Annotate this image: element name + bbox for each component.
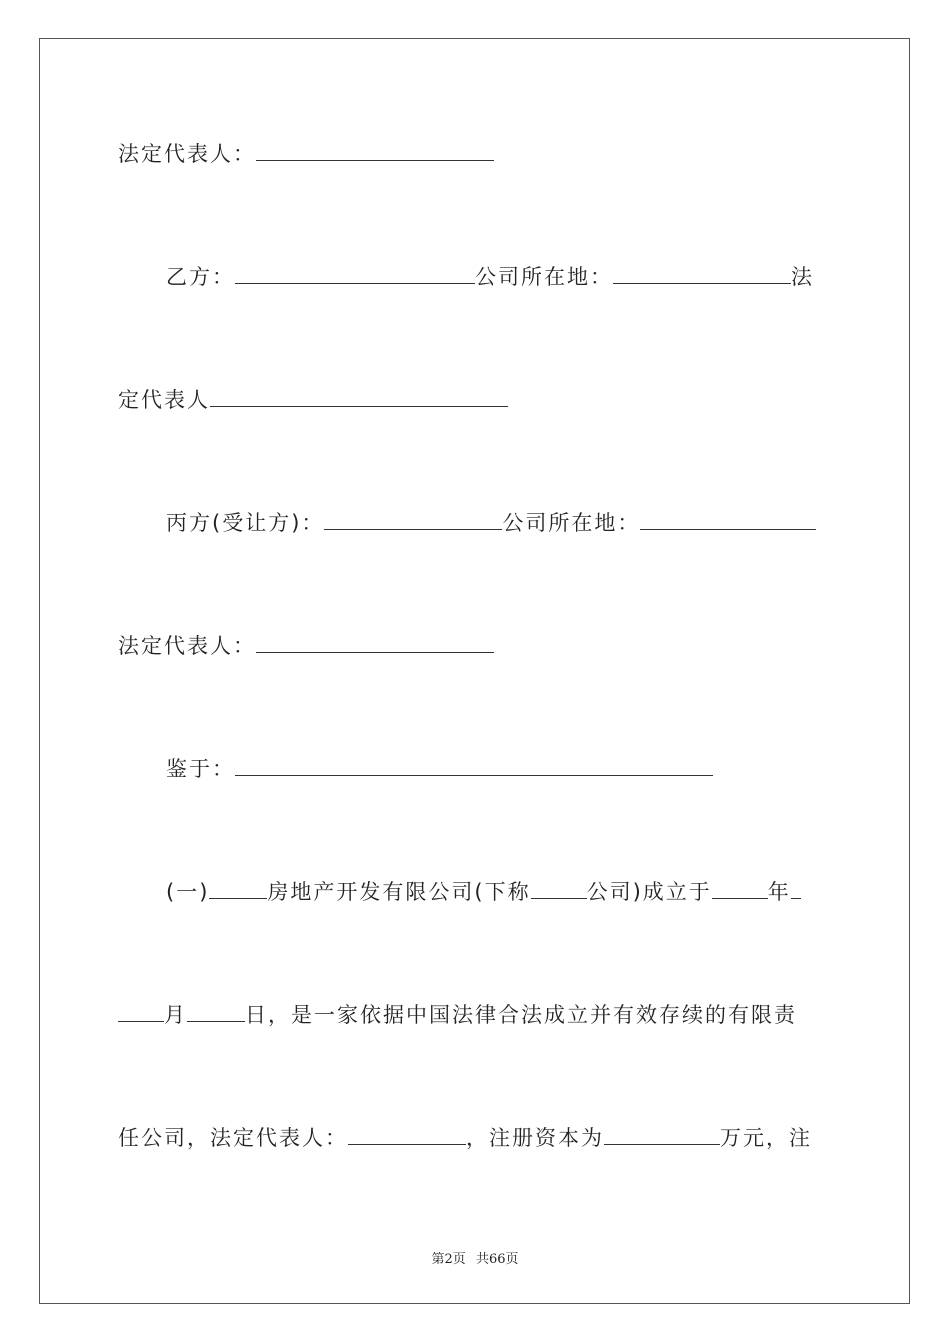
blank-day (187, 1001, 245, 1022)
page-number: 第2页 (431, 1252, 466, 1267)
clause-1-text-b: 公司)成立于 (586, 880, 712, 904)
clause-1-year: 年 (767, 880, 791, 904)
clause-1-line-2 (118, 1001, 797, 1028)
blank-legal-rep-3 (256, 632, 494, 653)
label-legal-rep: 法定代表人： (118, 142, 256, 166)
legal-rep-line-2 (118, 386, 508, 413)
party-b-line (166, 263, 814, 290)
legal-rep-line-3 (118, 632, 494, 659)
label-legal-rep-cont: 定代表人 (118, 388, 210, 412)
page-footer (0, 1248, 950, 1267)
clause-1-number: (一) (166, 880, 210, 904)
blank-short-name (531, 878, 587, 899)
blank-capital (604, 1124, 720, 1145)
blank-month-start (791, 878, 801, 899)
blank-whereas (235, 755, 713, 776)
clause-1-text-f: 万元，注 (720, 1126, 812, 1150)
total-pages: 共66页 (475, 1252, 519, 1267)
blank-party-b (235, 263, 475, 284)
blank-month (118, 1001, 164, 1022)
label-whereas: 鉴于： (166, 757, 235, 781)
blank-year (712, 878, 768, 899)
label-party-b: 乙方： (166, 265, 235, 289)
label-company-location: 公司所在地： (475, 265, 613, 289)
label-legal-rep-3: 法定代表人： (118, 634, 256, 658)
page-border (39, 38, 910, 1304)
blank-party-c (324, 509, 502, 530)
label-party-c: 丙方(受让方)： (166, 511, 325, 535)
clause-1-line-3 (118, 1124, 812, 1151)
clause-1-text-e: ，注册资本为 (466, 1126, 604, 1150)
clause-1-month: 月 (164, 1003, 187, 1027)
label-fa: 法 (791, 265, 814, 289)
blank-company-name (209, 878, 267, 899)
label-company-location-2: 公司所在地： (502, 511, 641, 535)
legal-rep-line-1 (118, 140, 494, 167)
clause-1-line-1 (166, 878, 801, 905)
clause-1-text-d: 任公司，法定代表人： (118, 1126, 348, 1150)
blank-representative (348, 1124, 466, 1145)
clause-1-text-a: 房地产开发有限公司(下称 (267, 880, 531, 904)
clause-1-text-c: 日，是一家依据中国法律合法成立并有效存续的有限责 (245, 1003, 797, 1027)
blank-company-location (613, 263, 791, 284)
whereas-line (166, 755, 713, 782)
blank-legal-rep-2 (210, 386, 508, 407)
party-c-line (166, 509, 816, 536)
blank-legal-rep (256, 140, 494, 161)
blank-company-location-2 (640, 509, 816, 530)
